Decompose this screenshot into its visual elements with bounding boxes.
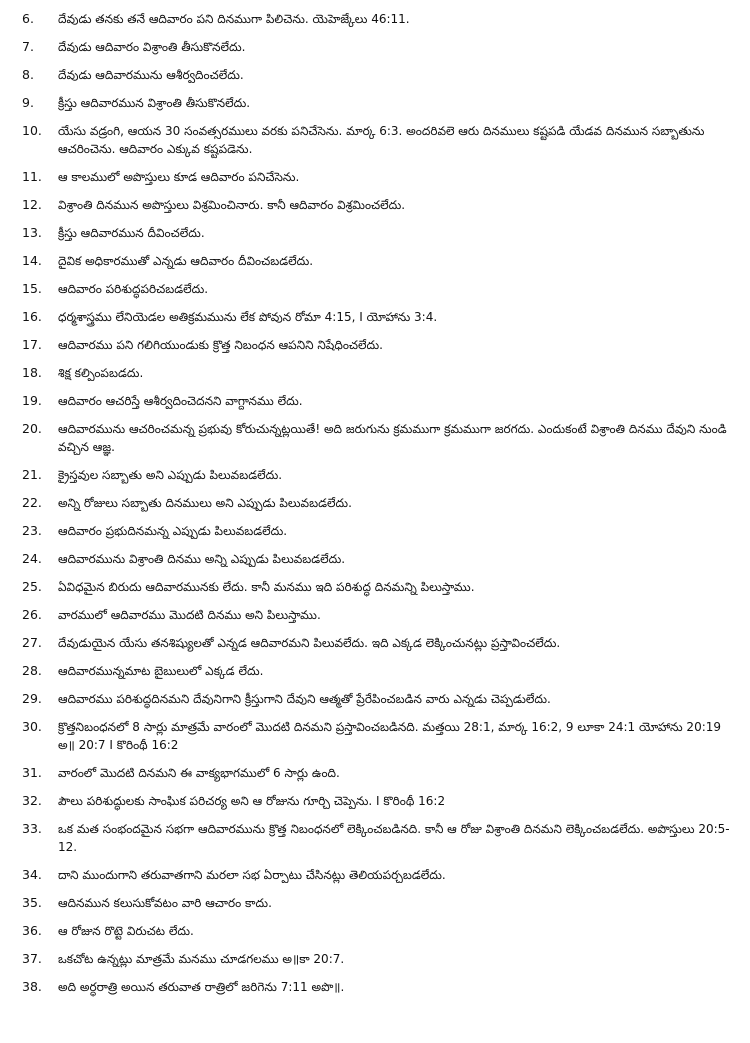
list-item (22, 690, 730, 708)
item-number: 22. (22, 495, 42, 510)
list-item (22, 38, 730, 56)
list-item (22, 336, 730, 354)
list-item (22, 578, 730, 596)
item-number: 12. (22, 197, 42, 212)
item-number: 32. (22, 793, 42, 808)
list-item (22, 168, 730, 186)
item-number: 27. (22, 635, 42, 650)
item-number: 21. (22, 467, 42, 482)
item-text: ఆదివారం పరిశుద్ధపరిచబడలేదు. (58, 282, 209, 296)
item-number: 15. (22, 281, 42, 296)
item-number: 25. (22, 579, 42, 594)
item-number: 26. (22, 607, 42, 622)
list-item (22, 122, 730, 158)
item-number: 14. (22, 253, 42, 268)
item-number: 23. (22, 523, 42, 538)
item-number: 11. (22, 169, 42, 184)
list-item (22, 252, 730, 270)
item-text: వారములో ఆదివారము మొదటి దినము అని పిలుస్తాము. (58, 608, 321, 622)
item-text: ఆ కాలములో అపొస్తులు కూడ ఆదివారం పనిచేసెను. (58, 170, 300, 184)
item-text: అది అర్ధరాత్రి అయిన తరువాత రాత్రిలో జరిగెను 7:11 అపొ॥. (58, 980, 345, 994)
item-text: ఒకచోట ఉన్నట్లు మాత్రమే మనము చూడగలము అ॥కా 20:7. (58, 952, 345, 966)
list-item (22, 10, 730, 28)
item-text: ఆదివారము పని గలిగియుండుకు క్రొత్త నిబంధన ఆపనిని నిషేధించలేదు. (58, 338, 383, 352)
item-number: 9. (22, 95, 34, 110)
item-text: ఆదివారమును ఆచరించమన్న ప్రభువు కోరుచున్నట్లయితే! అది జరుగును క్రమముగా క్రమముగా జరగదు. ఎందుకంటే విశ్రాంతి దినము దేవుని నుండి వచ్చిన ఆజ్ఞ. (58, 422, 727, 454)
item-number: 18. (22, 365, 42, 380)
item-text: ఏవిధమైన బిరుదు ఆదివారమునకు లేదు. కానీ మనము ఇది పరిశుద్ధ దినమన్ని పిలుస్తాము. (58, 580, 475, 594)
list-item (22, 94, 730, 112)
item-text: ఆదివారమును విశ్రాంతి దినము అన్ని ఎప్పుడు పిలువబడలేదు. (58, 552, 346, 566)
list-item (22, 978, 730, 996)
item-number: 19. (22, 393, 42, 408)
list-item (22, 894, 730, 912)
item-text: ధర్మశాస్త్రము లేనియెడల అతిక్రమమును లేక పోవున రోమా 4:15, I యోహాను 3:4. (58, 310, 438, 324)
item-number: 7. (22, 39, 34, 54)
item-text: దేవుడుయైన యేసు తనశిష్యులతో ఎన్నడ ఆదివారమని పిలువలేదు. ఇది ఎక్కడ లెక్కించునట్లు ప్రస్తావించలేదు. (58, 636, 561, 650)
item-number: 33. (22, 821, 42, 836)
list-item (22, 550, 730, 568)
list-item (22, 634, 730, 652)
item-text: పౌలు పరిశుద్ధులకు సాంఘిక పరిచర్య అని ఆ రోజును గూర్చి చెప్పెను. I కొరింథీ 16:2 (58, 794, 446, 808)
list-item (22, 950, 730, 968)
item-text: క్రొత్తనిబంధనలో 8 సార్లు మాత్రమే వారంలో మొదటి దినమని ప్రస్తావించబడినది. మత్తయి 28:1, మార్క 16:2, 9 లూకా 24:1 యోహాను 20:19 అ॥ 20:7 I కొరింథీ 16:2 (58, 720, 722, 752)
item-number: 20. (22, 421, 42, 436)
list-item (22, 224, 730, 242)
item-number: 13. (22, 225, 42, 240)
list-item (22, 66, 730, 84)
item-number: 10. (22, 123, 42, 138)
list-item (22, 466, 730, 484)
list-item (22, 364, 730, 382)
item-number: 28. (22, 663, 42, 678)
item-text: అన్ని రోజులు సబ్బాతు దినములు అని ఎప్పుడు పిలువబడలేదు. (58, 496, 352, 510)
list-item (22, 922, 730, 940)
item-number: 35. (22, 895, 42, 910)
item-text: దేవుడు ఆదివారం విశ్రాంతి తీసుకొనలేదు. (58, 40, 246, 54)
item-text: ఒక మత సంభందమైన సభగా ఆదివారమును క్రొత్త నిబంధనలో లెక్కించబడినది. కానీ ఆ రోజు విశ్రాంతి దినమని లెక్కించబడలేదు. అపొస్తులు 20:5-12. (58, 822, 730, 854)
list-item (22, 764, 730, 782)
list-item (22, 494, 730, 512)
list-item (22, 308, 730, 326)
item-text: యేసు వడ్రంగి, ఆయన 30 సంవత్సరములు వరకు పనిచేసెను. మార్క 6:3. అందరివలె ఆరు దినములు కష్టపడి యేడవ దినమున సబ్బాతును ఆచరించెను. ఆదివారం ఎక్కువ కష్టపడెను. (58, 124, 705, 156)
item-text: శిక్ష కల్పింపబడదు. (58, 366, 144, 380)
item-text: దేవుడు ఆదివారమును ఆశీర్వదించలేదు. (58, 68, 244, 82)
list-item (22, 606, 730, 624)
list-item (22, 522, 730, 540)
item-number: 24. (22, 551, 42, 566)
item-text: ఆదినమున కలుసుకోవటం వారి ఆచారం కాదు. (58, 896, 272, 910)
list-item (22, 792, 730, 810)
item-text: ఆ రోజున రొట్టె విరుచట లేదు. (58, 924, 194, 938)
item-text: దేవుడు తనకు తనే ఆదివారం పని దినముగా పిలిచెను. యెహెజ్కేలు 46:11. (58, 12, 410, 26)
item-number: 38. (22, 979, 42, 994)
list-item (22, 662, 730, 680)
item-text: క్రీస్తు ఆదివారమున దీవించలేదు. (58, 226, 205, 240)
item-number: 30. (22, 719, 42, 734)
list-item (22, 420, 730, 456)
list-item (22, 820, 730, 856)
item-number: 8. (22, 67, 34, 82)
item-text: క్రైస్తవుల సబ్బాతు అని ఎప్పుడు పిలువబడలేదు. (58, 468, 283, 482)
item-text: దాని ముందుగాని తరువాతగాని మరలా సభ ఏర్పాటు చేసినట్లు తెలియపర్చబడలేదు. (58, 868, 446, 882)
list-item (22, 392, 730, 410)
item-number: 36. (22, 923, 42, 938)
item-text: దైవిక అధికారముతో ఎన్నడు ఆదివారం దీవించబడలేదు. (58, 254, 314, 268)
list-item (22, 196, 730, 214)
numbered-list (22, 10, 730, 996)
list-item (22, 280, 730, 298)
item-text: విశ్రాంతి దినమున అపొస్తులు విశ్రమించినారు. కానీ ఆదివారం విశ్రమించలేదు. (58, 198, 406, 212)
item-number: 29. (22, 691, 42, 706)
item-text: ఆదివారం ప్రభుదినమన్న ఎప్పుడు పిలువబడలేదు. (58, 524, 288, 538)
item-number: 6. (22, 11, 34, 26)
item-number: 31. (22, 765, 42, 780)
list-item (22, 866, 730, 884)
item-text: ఆదివారము పరిశుద్ధదినమని దేవునిగాని క్రీస్తుగాని దేవుని ఆత్మతో ప్రేరేపించబడిన వారు ఎన్నడు చెప్పడులేదు. (58, 692, 551, 706)
item-number: 16. (22, 309, 42, 324)
list-item (22, 718, 730, 754)
item-number: 17. (22, 337, 42, 352)
item-number: 34. (22, 867, 42, 882)
item-text: వారంలో మొదటి దినమని ఈ వాక్యభాగములో 6 సార్లు ఉంది. (58, 766, 340, 780)
item-text: క్రీస్తు ఆదివారమున విశ్రాంతి తీసుకొనలేదు. (58, 96, 251, 110)
item-text: ఆదివారమున్నమాట బైబులులో ఎక్కడ లేదు. (58, 664, 264, 678)
item-text: ఆదివారం ఆచరిస్తే ఆశీర్వదించెదనని వాగ్దానము లేదు. (58, 394, 303, 408)
item-number: 37. (22, 951, 42, 966)
